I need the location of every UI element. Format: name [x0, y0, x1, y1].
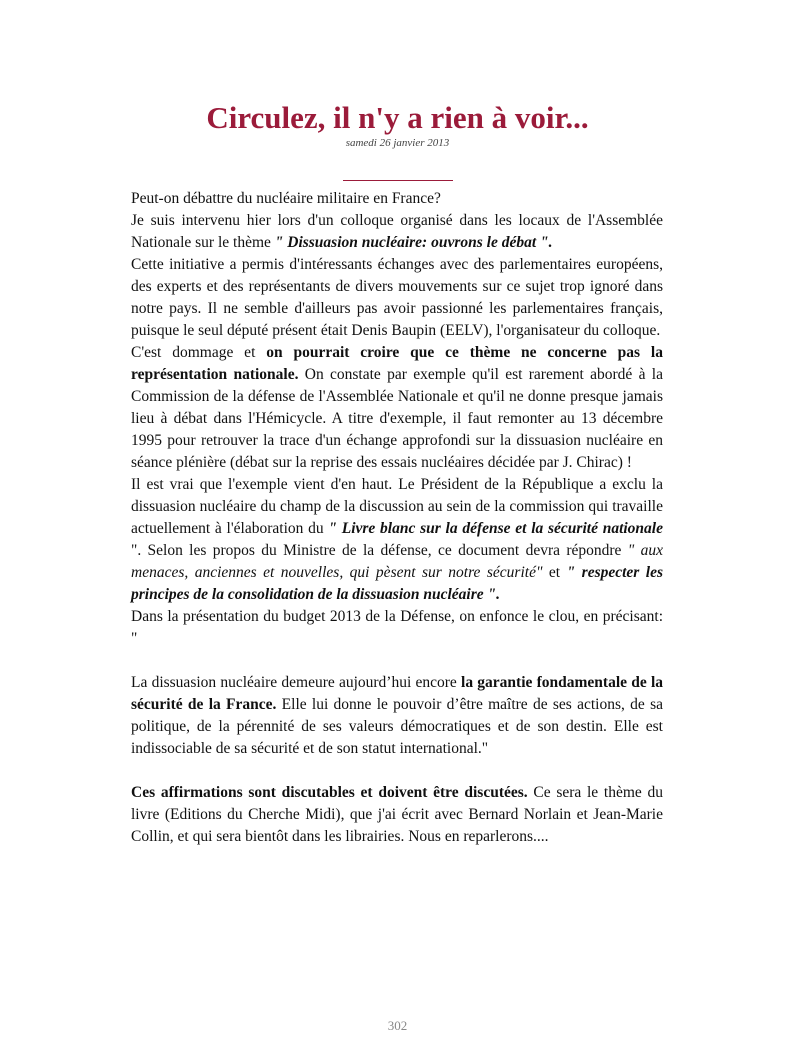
post-date: samedi 26 janvier 2013	[345, 137, 450, 149]
livre-blanc-title: " Livre blanc sur la défense et la sécurité nationale	[328, 520, 663, 537]
paragraph-dommage: C'est dommage et on pourrait croire que ce thème ne concerne pas la représentation nationale. On constate par exemple qu'il est rarement abordé à la Commission de la défense de l'Assemblée Nationale et qu'il ne donne presque jamais lieu à débat dans l'Hémicycle. A titre d'exemple, il faut remonter au 13 décembre 1995 pour retrouver la trace d'un échange approfondi sur la dissuasion nucléaire en séance plénière (débat sur la reprise des essais nucléaires décidée par J. Chirac) !	[131, 344, 663, 471]
quote-principes: " respecter les principes de la consolidation de la dissuasion nucléaire ".	[131, 564, 664, 603]
spacer	[131, 650, 663, 672]
article-body	[131, 188, 663, 848]
paragraph-colloque: Je suis intervenu hier lors d'un colloque organisé dans les locaux de l'Assemblée Nationale sur le thème " Dissuasion nucléaire: ouvrons le débat ".	[131, 212, 663, 251]
paragraph-initiative: Cette initiative a permis d'intéressants échanges avec des parlementaires européens, des experts et des représentants de divers mouvements sur ce sujet trop ignoré dans notre pays. Il ne semble d'ailleurs pas avoir passionné les parlementaires français, puisque le seul député présent était Denis Baupin (EELV), l'organisateur du colloque.	[131, 256, 663, 339]
page-title: Circulez, il n'y a rien à voir...	[206, 100, 589, 135]
paragraph-intro: Peut-on débattre du nucléaire militaire en France?	[131, 190, 441, 207]
emphasis-representation: on pourrait croire que ce thème ne concerne pas la représentation nationale.	[131, 344, 663, 383]
title-divider	[343, 180, 453, 181]
spacer	[131, 760, 663, 782]
emphasis-garantie: la garantie fondamentale de la sécurité de la France.	[131, 674, 664, 713]
paragraph-president: Il est vrai que l'exemple vient d'en haut. Le Président de la République a exclu la dissuasion nucléaire du champ de la discussion au sein de la commission qui travaille actuellement à l'élaboration du " Livre blanc sur la défense et la sécurité nationale ". Selon les propos du Ministre de la défense, ce document devra répondre " aux menaces, anciennes et nouvelles, qui pèsent sur notre sécurité" et " respecter les principes de la consolidation de la dissuasion nucléaire ".	[131, 476, 664, 603]
emphasis-affirmations: Ces affirmations sont discutables et doivent être discutées.	[131, 784, 528, 801]
paragraph-quote-budget: La dissuasion nucléaire demeure aujourd’hui encore la garantie fondamentale de la sécurité de la France. Elle lui donne le pouvoir d’être maître de ses actions, de sa politique, de la pérennité de ses valeurs démocratiques et de son destin. Elle est indissociable de sa sécurité et de son statut international."	[131, 674, 664, 757]
paragraph-budget: Dans la présentation du budget 2013 de la Défense, on enfonce le clou, en précisant: "	[131, 608, 663, 647]
quote-menaces: " aux menaces, anciennes et nouvelles, qui pèsent sur notre sécurité"	[131, 542, 663, 581]
page-number: 302	[387, 1018, 408, 1033]
colloque-theme: " Dissuasion nucléaire: ouvrons le débat ".	[274, 234, 553, 251]
paragraph-conclusion: Ces affirmations sont discutables et doivent être discutées. Ce sera le thème du livre (Editions du Cherche Midi), que j'ai écrit avec Bernard Norlain et Jean-Marie Collin, et qui sera bientôt dans les librairies. Nous en reparlerons....	[131, 784, 663, 845]
